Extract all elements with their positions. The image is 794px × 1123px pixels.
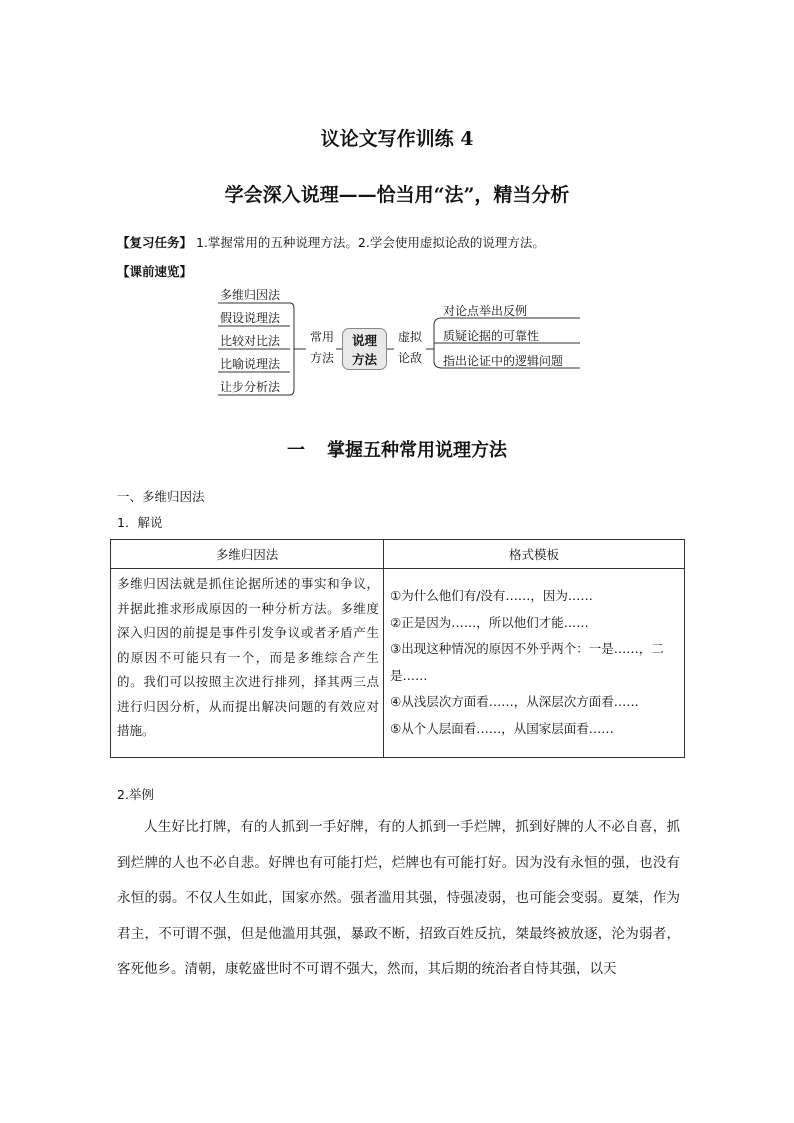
preview-label — [117, 262, 192, 280]
mind-map-right-label — [395, 327, 425, 369]
mind-map-right-item: 对论点举出反例 — [443, 304, 528, 318]
table-header-cell: 格式模板 — [384, 540, 685, 569]
review-task-label: 【复习任务】 — [117, 235, 193, 250]
mind-map-left-item: 比喻说理法 — [220, 357, 281, 371]
template-line: ②正是因为……，所以他们才能…… — [390, 614, 589, 630]
left-label-line: 方法 — [309, 351, 334, 365]
mind-map-center-node — [342, 328, 387, 370]
table-row — [111, 569, 685, 758]
example-paragraph: 人生好比打牌，有的人抓到一手好牌，有的人抓到一手烂牌，抓到好牌的人不必自喜，抓到烂牌的人也不必自悲。好牌也有可能打烂，烂牌也有可能打好。因为没有永恒的强，也没有永恒的弱。不仅人生如此，国家亦然。强者滥用其强，恃强凌弱，也可能会变弱。夏桀，作为君主，不可谓不强，但是他滥用其强，暴政不断，招致百姓反抗，桀最终被放逐，沦为弱者，客死他乡。清朝，康乾盛世时不可谓不强大，然而，其后期的统治者自恃其强，以天 — [117, 819, 680, 977]
mind-map-right-item: 指出论证中的逻辑问题 — [443, 354, 564, 368]
mind-map-left-item: 比较对比法 — [220, 334, 281, 348]
template-line: ④从浅层次方面看……，从深层次方面看…… — [390, 694, 639, 709]
right-label-line: 虚拟 — [397, 330, 422, 344]
mind-map-left-label — [307, 327, 337, 369]
mind-map-left-item: 多维归因法 — [220, 288, 281, 302]
method-description-cell: 多维归因法就是抓住论据所述的事实和争议，并据此推求形成原因的一种分析方法。多维度深入归因的前提是事件引发争议或者矛盾产生的原因不可能只有一个，而是多维综合产生的。我们可以按照主次进行排列，择其两三点进行归因分析，从而提出解决问题的有效应对措施。 — [111, 569, 384, 758]
document-title: 议论文写作训练 4 — [320, 128, 474, 150]
review-task-line — [117, 233, 545, 251]
center-node-line: 方法 — [351, 352, 377, 367]
document-subtitle: 学会深入说理——恰当用“法”，精当分析 — [224, 184, 570, 206]
section-title: 掌握五种常用说理方法 — [327, 440, 507, 461]
section-heading — [0, 436, 794, 462]
left-label-line: 常用 — [309, 330, 334, 344]
method-table — [110, 539, 685, 758]
template-line: ⑤从个人层面看……，从国家层面看…… — [390, 720, 614, 736]
table-header-cell: 多维归因法 — [111, 540, 384, 569]
section-number: 一 — [287, 440, 305, 461]
mind-map-left-item: 让步分析法 — [220, 380, 281, 394]
mind-map-right-item: 质疑论据的可靠性 — [443, 329, 540, 343]
template-cell — [384, 569, 685, 758]
preview-label-text: 【课前速览】 — [117, 264, 193, 279]
review-task-text: 1.掌握常用的五种说理方法。2.学会使用虚拟论敌的说理方法。 — [196, 235, 545, 250]
template-line: ③出现这种情况的原因不外乎两个：一是……，二是…… — [390, 641, 664, 683]
item-example-label: 2.举例 — [117, 787, 154, 802]
mind-map — [218, 285, 583, 400]
item-explanation-label: 1．解说 — [117, 515, 163, 530]
template-line: ①为什么他们有/没有……，因为…… — [390, 588, 593, 603]
subsection-heading: 一、多维归因法 — [117, 489, 205, 504]
right-label-line: 论敌 — [397, 351, 422, 365]
table-header-row — [111, 540, 685, 569]
center-node-line: 说理 — [351, 333, 377, 348]
mind-map-left-item: 假设说理法 — [220, 311, 281, 325]
